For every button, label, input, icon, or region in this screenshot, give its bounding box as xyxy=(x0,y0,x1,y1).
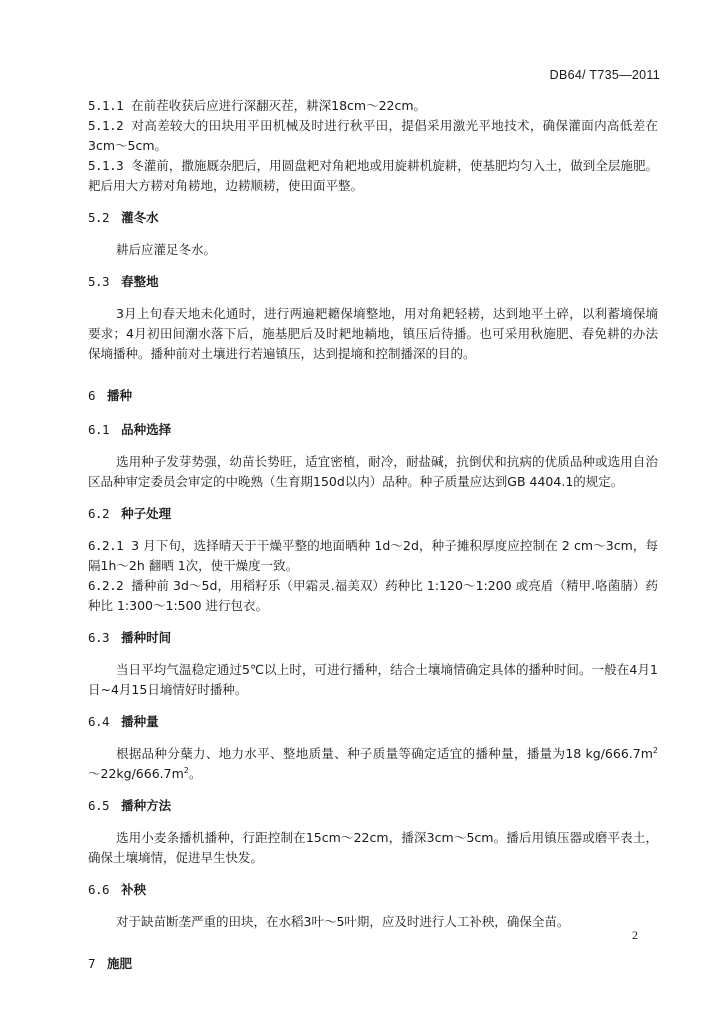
section-heading-6-5 xyxy=(88,796,658,816)
section-number: 6.4 xyxy=(88,714,110,729)
section-number: 6.2 xyxy=(88,506,110,521)
chapter-heading-7 xyxy=(88,954,658,974)
section-heading-5-3 xyxy=(88,272,658,292)
section-title: 品种选择 xyxy=(121,422,172,437)
chapter-number: 7 xyxy=(88,956,96,971)
section-number: 6.3 xyxy=(88,630,110,645)
paragraph-5-2: 耕后应灌足冬水。 xyxy=(116,242,217,257)
section-title: 播种量 xyxy=(121,714,159,729)
section-number: 5.3 xyxy=(88,274,110,289)
section-title: 播种方法 xyxy=(121,798,172,813)
paragraph-6-4 xyxy=(88,744,658,784)
paragraph-6-5: 选用小麦条播机播种，行距控制在15cm～22cm，播深3cm～5cm。播后用镇压器或磨平表土，确保土壤墒情，促进早生快发。 xyxy=(88,830,658,865)
clause-6-2-1 xyxy=(88,536,658,576)
clause-text: 对高差较大的田块用平田机械及时进行秋平田，提倡采用激光平地技术，确保灌面内高低差在3cm～5cm。 xyxy=(88,118,658,153)
paragraph-5-3: 3月上旬春天地未化通时，进行两遍耙耱保墒整地，用对角耙轻耢，达到地平土碎，以利蓄墒保墒要求；4月初田间潮水落下后，施基肥后及时耙地耥地，镇压后待播。也可采用秋施肥、春免耕的办法保墒播种。播种前对土壤进行若遍镇压，达到提墒和控制播深的目的。 xyxy=(88,306,658,361)
section-heading-6-2 xyxy=(88,504,658,524)
clause-6-2-2 xyxy=(88,576,658,616)
clause-number: 6.2.1 xyxy=(88,538,124,553)
chapter-title: 施肥 xyxy=(107,956,133,971)
chapter-title: 播种 xyxy=(107,388,133,403)
seeding-rate-text: 根据品种分蘖力、地力水平、整地质量、种子质量等确定适宜的播种量，播量为18 kg/666.7m xyxy=(116,746,653,761)
clause-text: 3 月下旬，选择晴天于干燥平整的地面晒种 1d～2d，种子摊积厚度应控制在 2 cm～3cm，每隔1h～2h 翻晒 1次，使干燥度一致。 xyxy=(88,538,658,573)
clause-number: 5.1.2 xyxy=(88,118,124,133)
clause-number: 5.1.3 xyxy=(88,158,124,173)
clause-text: 播种前 3d～5d，用稻籽乐（甲霜灵.福美双）药种比 1:120～1:200 或亮盾（精甲.咯菌腈）药种比 1:300～1:500 进行包衣。 xyxy=(88,578,658,613)
superscript: 2 xyxy=(652,745,658,755)
chapter-number: 6 xyxy=(88,388,96,403)
clause-text: 冬灌前，撒施厩杂肥后，用圆盘耙对角耙地或用旋耕机旋耕，使基肥均匀入土，做到全层施肥。耙后用大方耢对角耢地，边耢顺耢，使田面平整。 xyxy=(88,158,658,193)
section-title: 补秧 xyxy=(121,882,147,897)
page-number: 2 xyxy=(632,928,638,942)
clause-number: 6.2.2 xyxy=(88,578,124,593)
section-title: 春整地 xyxy=(121,274,159,289)
section-number: 6.5 xyxy=(88,798,110,813)
section-heading-6-4 xyxy=(88,712,658,732)
section-title: 灌冬水 xyxy=(121,210,159,225)
section-heading-5-2 xyxy=(88,208,658,228)
section-number: 5.2 xyxy=(88,210,110,225)
document-body xyxy=(88,96,658,974)
clause-5-1-1 xyxy=(88,96,658,116)
seeding-rate-text: ～22kg/666.7m xyxy=(88,766,184,781)
section-title: 种子处理 xyxy=(121,506,172,521)
section-heading-6-1 xyxy=(88,420,658,440)
section-number: 6.1 xyxy=(88,422,110,437)
clause-text: 在前茬收获后应进行深翻灭茬，耕深18cm～22cm。 xyxy=(131,98,427,113)
section-number: 6.6 xyxy=(88,882,110,897)
clause-5-1-2 xyxy=(88,116,658,156)
paragraph-6-1: 选用种子发芽势强，幼苗长势旺，适宜密植，耐冷，耐盐碱，抗倒伏和抗病的优质品种或选用自治区品种审定委员会审定的中晚熟（生育期150d以内）品种。种子质量应达到GB 4404.1的规定。 xyxy=(88,454,658,489)
chapter-heading-6 xyxy=(88,386,658,406)
standard-code: DB64/ T735—2011 xyxy=(549,68,660,82)
section-heading-6-3 xyxy=(88,628,658,648)
seeding-rate-text: 。 xyxy=(188,766,202,781)
paragraph-6-3: 当日平均气温稳定通过5℃以上时，可进行播种，结合土壤墒情确定具体的播种时间。一般在4月1日~4月15日墒情好时播种。 xyxy=(88,662,658,697)
clause-number: 5.1.1 xyxy=(88,98,124,113)
superscript: 2 xyxy=(183,765,189,775)
section-title: 播种时间 xyxy=(121,630,172,645)
section-heading-6-6 xyxy=(88,880,658,900)
clause-5-1-3 xyxy=(88,156,658,196)
paragraph-6-6: 对于缺苗断垄严重的田块，在水稻3叶～5叶期，应及时进行人工补秧，确保全苗。 xyxy=(116,914,570,929)
